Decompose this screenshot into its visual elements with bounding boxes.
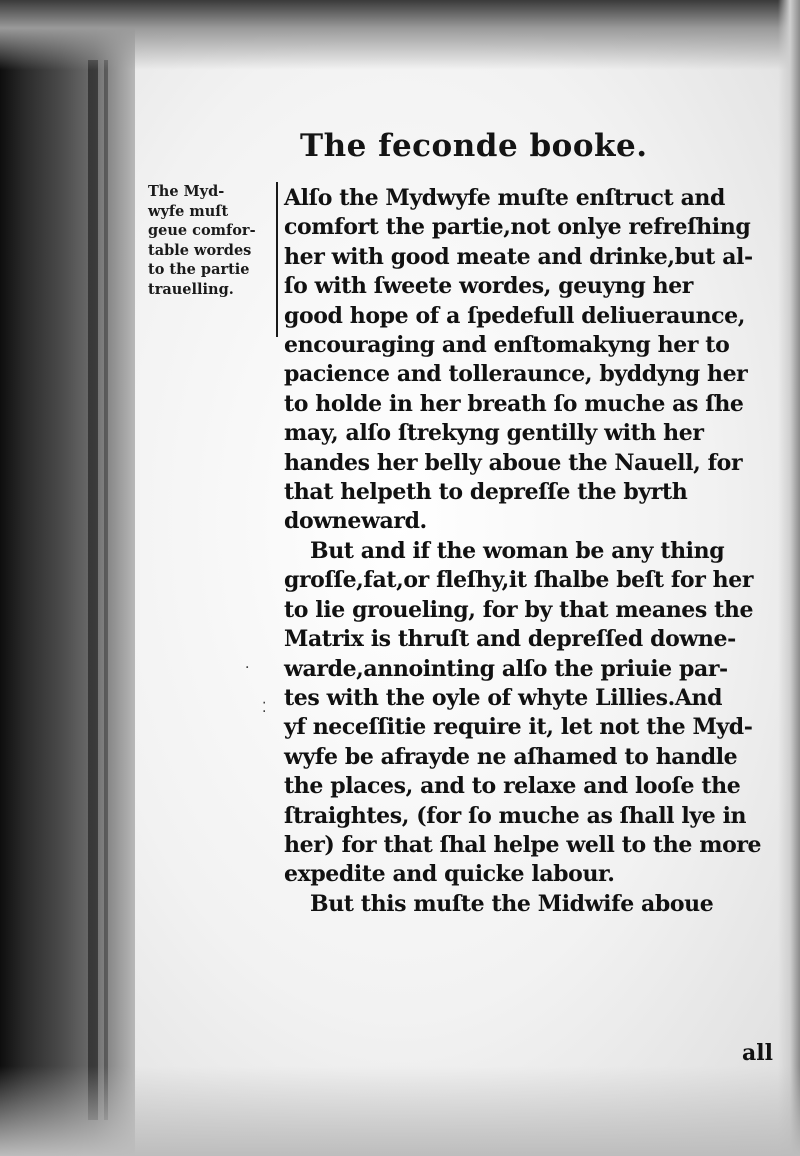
margin-note-line: wyfe muſt — [148, 202, 229, 220]
text-line: pacience and tolleraunce, byddyng her — [284, 361, 748, 388]
text-line: good hope of a ſpedefull deliueraunce, — [284, 302, 746, 329]
text-line: may, alſo ſtrekyng gentilly with her — [284, 420, 704, 447]
text-line: to holde in her breath ſo muche as ſhe — [284, 390, 744, 417]
top-edge-shadow — [0, 0, 800, 70]
ink-speck: ⁚ — [262, 700, 267, 716]
text-line: expedite and quicke labour. — [284, 861, 615, 888]
catchword: all — [742, 1040, 773, 1066]
text-line: to lie groueling, for by that meanes the — [284, 596, 754, 623]
margin-note-line: geue comfor- — [148, 222, 256, 239]
text-line: yf neceſſitie require it, let not the Myd- — [284, 714, 753, 741]
paragraph-start-line: But this muſte the Midwife aboue — [310, 890, 714, 917]
marginal-note — [148, 182, 272, 299]
text-line: Matrix is thruſt and depreſſed downe- — [284, 626, 736, 653]
paragraph-start-line: But and if the woman be any thing — [310, 537, 725, 564]
text-line: handes her belly aboue the Nauell, for — [284, 449, 743, 476]
text-line: the places, and to relaxe and looſe the — [284, 773, 741, 800]
bottom-edge-shadow — [0, 1066, 800, 1156]
text-line: comfort the partie,not onlye refreſhing — [284, 214, 751, 241]
binding-shadow-band — [104, 60, 108, 1120]
margin-note-line: The Myd- — [148, 183, 225, 200]
text-line: groſſe,fat,or fleſhy,it ſhalbe beſt for her — [284, 567, 754, 594]
text-line: her with good meate and drinke,but al- — [284, 243, 753, 270]
text-line: encouraging and enſtomakyng her to — [284, 332, 730, 359]
text-line: Alſo the Mydwyfe muſte enſtruct and — [284, 185, 726, 211]
running-head: The feconde booke. — [300, 128, 648, 164]
margin-note-line: trauelling. — [148, 280, 234, 298]
text-line: warde,annointing alſo the priuie par- — [284, 655, 728, 682]
body-text — [284, 184, 784, 919]
margin-note-line: table wordes — [148, 241, 252, 259]
margin-note-line: to the partie — [148, 261, 250, 278]
binding-shadow-band — [88, 60, 98, 1120]
text-line: downeward. — [284, 508, 427, 535]
text-line: ſtraightes, (for ſo muche as ſhall lye in — [284, 802, 747, 829]
text-line: ſo with ſweete wordes, geuyng her — [284, 273, 693, 300]
text-line: her) for that ſhal helpe well to the more — [284, 831, 762, 858]
text-line: that helpeth to depreſſe the byrth — [284, 479, 688, 506]
text-line: wyfe be afrayde ne aſhamed to handle — [284, 743, 738, 770]
margin-rule — [276, 182, 278, 337]
binding-gutter — [0, 0, 135, 1156]
text-line: tes with the oyle of whyte Lillies.And — [284, 684, 723, 711]
ink-speck: · — [245, 660, 250, 676]
